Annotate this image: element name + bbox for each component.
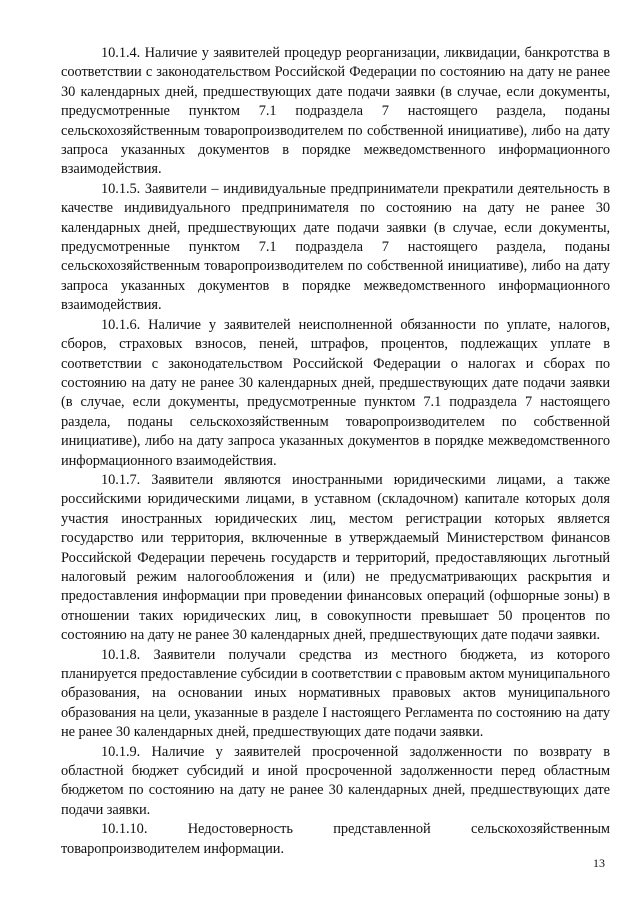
- paragraph-10-1-4: 10.1.4. Наличие у заявителей процедур реорганизации, ликвидации, банкротства в соответствии с законодательством Российской Федерации по состоянию на дату не ранее 30 календарных дней, предшествующих дате подачи заявки (в случае, если документы, предусмотренные пунктом 7.1 подраздела 7 настоящего раздела, поданы сельскохозяйственным товаропроизводителем по собственной инициативе), либо на дату запроса указанных документов в порядке межведомственного информационного взаимодействия.: [61, 45, 610, 178]
- page-number: 13: [593, 856, 605, 870]
- paragraph-10-1-5: 10.1.5. Заявители – индивидуальные предприниматели прекратили деятельность в качестве индивидуального предпринимателя по состоянию на дату не ранее 30 календарных дней, предшествующих дате подачи заявки (в случае, если документы, предусмотренные пунктом 7.1 подраздела 7 настоящего раздела, поданы сельскохозяйственным товаропроизводителем по собственной инициативе), либо на дату запроса указанных документов в порядке межведомственного информационного взаимодействия.: [61, 180, 610, 314]
- paragraph-10-1-7: 10.1.7. Заявители являются иностранными юридическими лицами, а также российскими юридическими лицами, в уставном (складочном) капитале которых доля участия иностранных юридических лиц, местом регистрации которых является государство или территория, включенные в утверждаемый Министерством финансов Российской Федерации перечень государств и территорий, предоставляющих льготный налоговый режим налогообложения и (или) не предусматривающих раскрытия и предоставления информации при проведении финансовых операций (офшорные зоны) в отношении таких юридических лиц, в совокупности превышает 50 процентов по состоянию на дату не ранее 30 календарных дней, предшествующих дате подачи заявки.: [61, 471, 610, 644]
- paragraph-10-1-9: 10.1.9. Наличие у заявителей просроченной задолженности по возврату в областной бюджет субсидий и иной просроченной задолженности перед областным бюджетом по состоянию на дату не ранее 30 календарных дней, предшествующих дате подачи заявки.: [61, 743, 610, 818]
- paragraph-10-1-8: 10.1.8. Заявители получали средства из местного бюджета, из которого планируется предоставление субсидии в соответствии с правовым актом муниципального образования, на основании иных нормативных правовых актов муниципального образования на цели, указанные в разделе I настоящего Регламента по состоянию на дату не ранее 30 календарных дней, предшествующих дате подачи заявки.: [61, 646, 610, 741]
- paragraph-10-1-6: 10.1.6. Наличие у заявителей неисполненной обязанности по уплате, налогов, сборов, страховых взносов, пеней, штрафов, процентов, подлежащих уплате в соответствии с законодательством Российской Федерации о налогах и сборах по состоянию на дату не ранее 30 календарных дней, предшествующих дате подачи заявки (в случае, если документы, предусмотренные пунктом 7.1 подраздела 7 настоящего раздела, поданы сельскохозяйственным товаропроизводителем по собственной инициативе), либо на дату запроса указанных документов в порядке межведомственного информационного взаимодействия.: [61, 316, 610, 469]
- page-body: [61, 44, 610, 859]
- paragraph-10-1-10: 10.1.10. Недостоверность представленной сельскохозяйственным товаропроизводителем информации.: [61, 821, 610, 857]
